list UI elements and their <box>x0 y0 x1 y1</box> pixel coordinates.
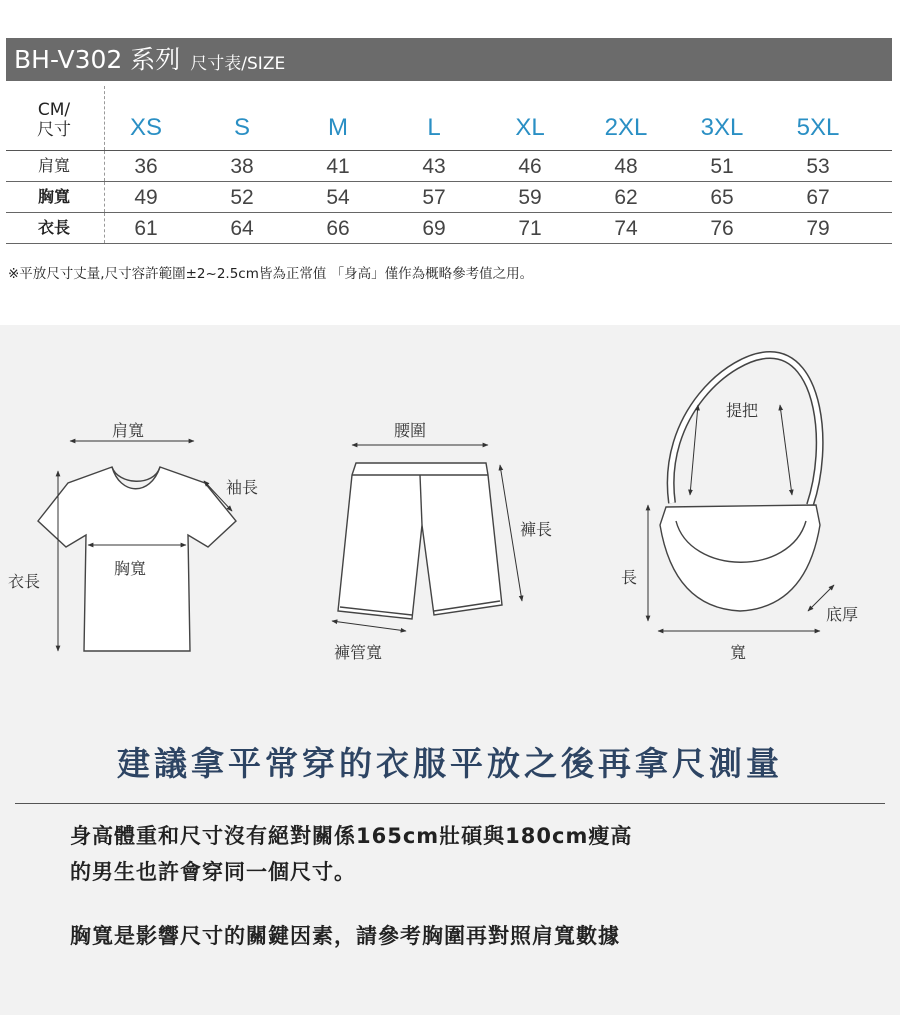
table-cell: 46 <box>518 155 542 178</box>
row-label-shoulder: 肩寬 <box>37 156 70 175</box>
table-cell: 64 <box>230 217 254 240</box>
table-cell: 61 <box>134 217 158 240</box>
advice-paragraph: 的男生也許會穿同一個尺寸。 <box>70 860 356 884</box>
table-row <box>6 151 892 182</box>
label-bag-handle: 提把 <box>726 401 759 420</box>
size-header: 2XL <box>604 114 648 141</box>
table-cell: 52 <box>230 186 254 209</box>
label-pants-length: 褲長 <box>520 520 553 539</box>
size-header: 3XL <box>700 114 744 141</box>
size-chart-title-bar <box>6 38 892 81</box>
table-cell: 43 <box>422 155 446 178</box>
size-table-subtitle: 尺寸表/SIZE <box>190 54 286 74</box>
table-cell: 74 <box>614 217 638 240</box>
size-header: L <box>427 114 441 141</box>
bag-diagram <box>660 355 820 611</box>
label-bag-height: 長 <box>621 568 638 587</box>
product-title: BH-V302 系列 <box>14 45 181 74</box>
table-cell: 48 <box>614 155 638 178</box>
table-cell: 49 <box>134 186 158 209</box>
table-cell: 51 <box>710 155 734 178</box>
table-cell: 66 <box>326 217 350 240</box>
table-cell: 79 <box>806 217 830 240</box>
table-cell: 76 <box>710 217 734 240</box>
table-cell: 62 <box>614 186 638 209</box>
label-pants-waist: 腰圍 <box>394 421 427 440</box>
label-bag-depth: 底厚 <box>826 605 859 624</box>
advice-paragraph: 胸寬是影響尺寸的關鍵因素，請參考胸圍再對照肩寬數據 <box>70 924 620 948</box>
table-cell: 67 <box>806 186 830 209</box>
unit-label: CM/ 尺寸 <box>37 100 71 140</box>
size-header: 5XL <box>796 114 840 141</box>
table-cell: 69 <box>422 217 446 240</box>
size-header-row <box>6 86 892 151</box>
label-shirt-chest: 胸寬 <box>114 559 147 578</box>
label-bag-width: 寬 <box>730 643 747 662</box>
measurement-diagrams <box>0 325 900 685</box>
table-cell: 41 <box>326 155 350 178</box>
shorts-diagram <box>338 463 502 619</box>
table-cell: 53 <box>806 155 830 178</box>
table-row <box>6 213 892 244</box>
table-cell: 36 <box>134 155 158 178</box>
measure-advice-headline: 建議拿平常穿的衣服平放之後再拿尺測量 <box>117 744 783 783</box>
table-row <box>6 182 892 213</box>
label-shirt-length: 衣長 <box>8 572 41 591</box>
table-cell: 57 <box>422 186 446 209</box>
row-label-chest: 胸寬 <box>37 187 70 206</box>
size-header: M <box>328 114 348 141</box>
table-cell: 38 <box>230 155 254 178</box>
measurement-note: ※平放尺寸丈量,尺寸容許範圍±2~2.5cm皆為正常值 「身高」僅作為概略參考值之用。 <box>8 266 534 282</box>
size-header: S <box>233 114 250 141</box>
table-cell: 71 <box>518 217 542 240</box>
label-shirt-shoulder: 肩寬 <box>112 421 145 440</box>
advice-paragraph: 身高體重和尺寸沒有絕對關係165cm壯碩與180cm瘦高 <box>70 824 633 848</box>
label-shirt-sleeve: 袖長 <box>226 478 259 497</box>
table-cell: 54 <box>326 186 350 209</box>
size-header: XS <box>129 114 162 141</box>
table-cell: 59 <box>518 186 542 209</box>
size-table <box>6 86 892 244</box>
size-header: XL <box>515 114 545 141</box>
label-pants-hem: 褲管寬 <box>334 643 383 662</box>
table-cell: 65 <box>710 186 734 209</box>
divider <box>15 803 885 804</box>
row-label-length: 衣長 <box>37 218 70 237</box>
